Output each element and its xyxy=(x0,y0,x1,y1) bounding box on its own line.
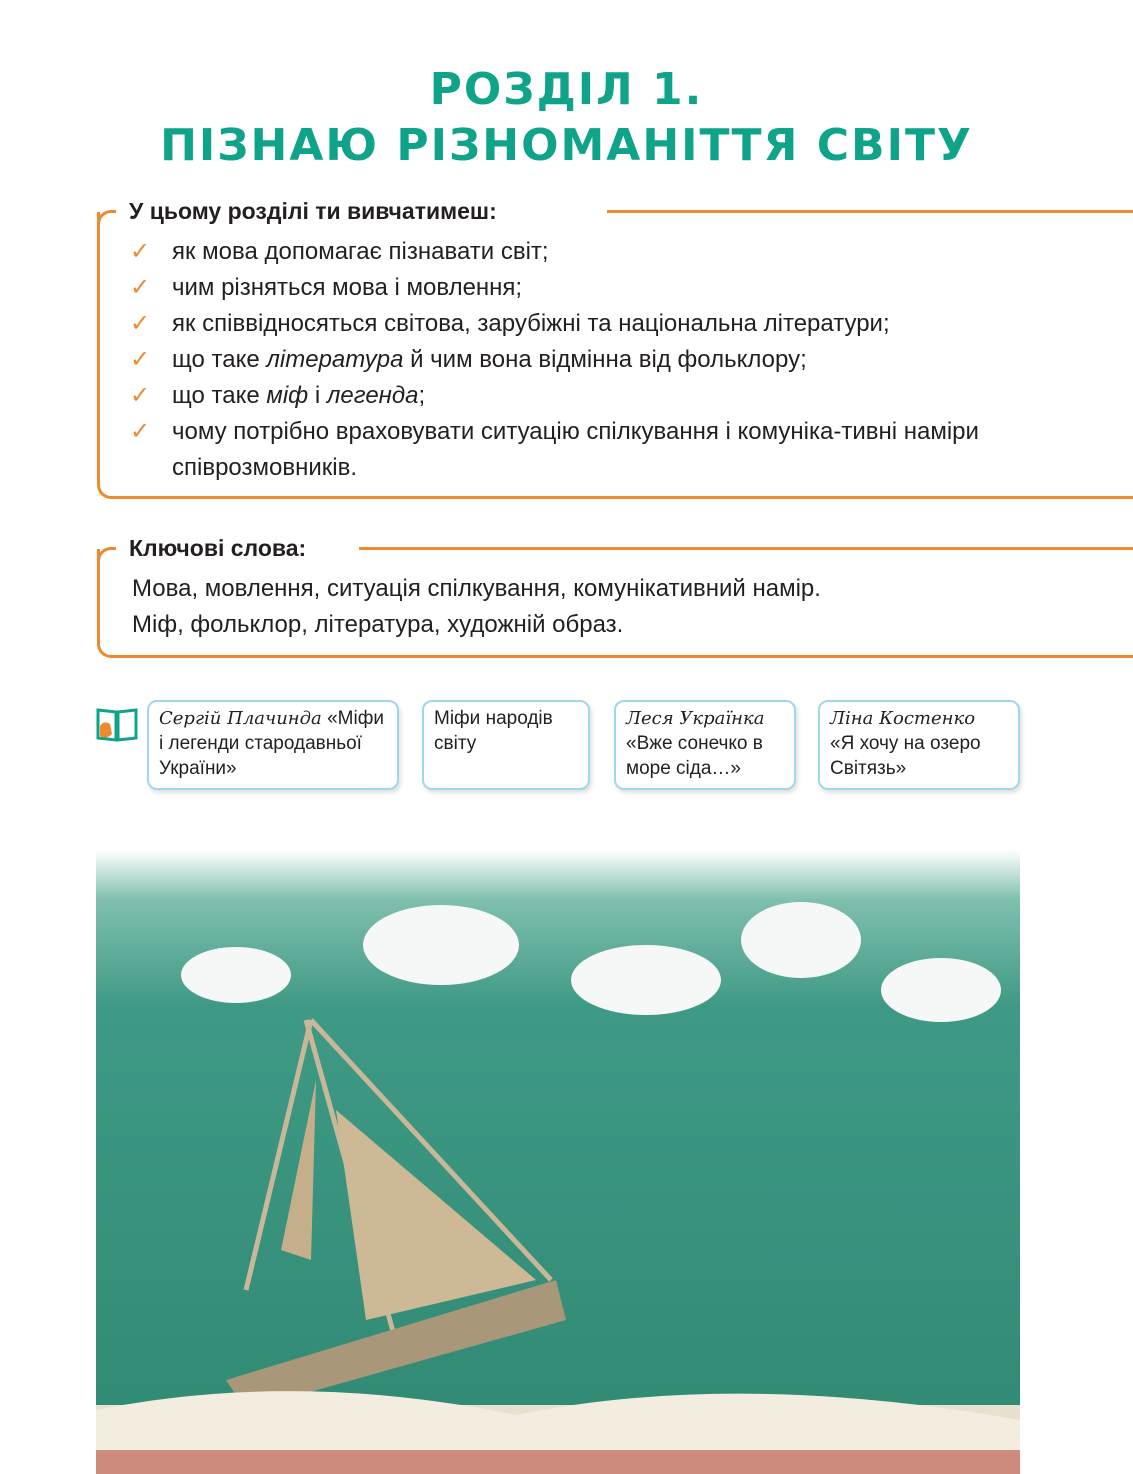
check-icon: ✓ xyxy=(130,310,151,337)
card-work: «Вже сонечко в море сіда…» xyxy=(626,733,763,779)
keywords-box xyxy=(97,535,1133,658)
chapter-name: ПІЗНАЮ РІЗНОМАНІТТЯ СВІТУ xyxy=(160,120,973,171)
term-myth: міф xyxy=(266,382,309,409)
check-icon: ✓ xyxy=(130,346,151,373)
term-legend: легенда xyxy=(326,382,419,409)
reading-card[interactable] xyxy=(147,700,399,790)
card-author: Сергій Плачинда xyxy=(159,708,322,729)
card-work: «Міфи і легенди стародавньої України» xyxy=(159,708,384,779)
card-author: Леся Українка xyxy=(626,708,765,729)
check-icon: ✓ xyxy=(130,382,151,409)
list-item: ✓ що таке література й чим вона відмінна від фольклору; xyxy=(130,342,1026,378)
reading-card[interactable] xyxy=(614,700,796,790)
learning-goals-list xyxy=(130,234,1026,486)
chalkboard-sailboat-photo xyxy=(96,850,1020,1474)
list-item: ✓ чому потрібно враховувати ситуацію спілкування і комуніка-тивні наміри співрозмовників. xyxy=(130,414,1026,486)
reading-card[interactable] xyxy=(422,700,590,790)
check-icon: ✓ xyxy=(130,418,151,445)
check-icon: ✓ xyxy=(130,274,151,301)
keywords-text: Мова, мовлення, ситуація спілкування, комунікативний намір. Міф, фольклор, література, художній образ. xyxy=(132,575,821,638)
reading-card[interactable] xyxy=(818,700,1020,790)
card-author: Ліна Костенко xyxy=(830,708,976,729)
learning-goals-heading: У цьому розділі ти вивчатимеш: xyxy=(129,196,507,226)
chapter-title xyxy=(0,62,1133,174)
list-item: ✓ як співвідносяться світова, зарубіжні та національна літератури; xyxy=(130,306,1026,342)
card-work: «Я хочу на озеро Світязь» xyxy=(830,733,981,779)
list-item: ✓ як мова допомагає пізнавати світ; xyxy=(130,234,1026,270)
chapter-number: РОЗДІЛ 1. xyxy=(429,64,704,115)
list-item: ✓ чим різняться мова і мовлення; xyxy=(130,270,1026,306)
check-icon: ✓ xyxy=(130,238,151,265)
card-work: Міфи народів світу xyxy=(434,708,553,754)
learning-goals-box xyxy=(97,198,1133,499)
book-icon xyxy=(96,704,138,744)
keywords-heading: Ключові слова: xyxy=(129,533,316,563)
list-item: ✓ що таке міф і легенда; xyxy=(130,378,1026,414)
term-literature: література xyxy=(266,346,404,373)
